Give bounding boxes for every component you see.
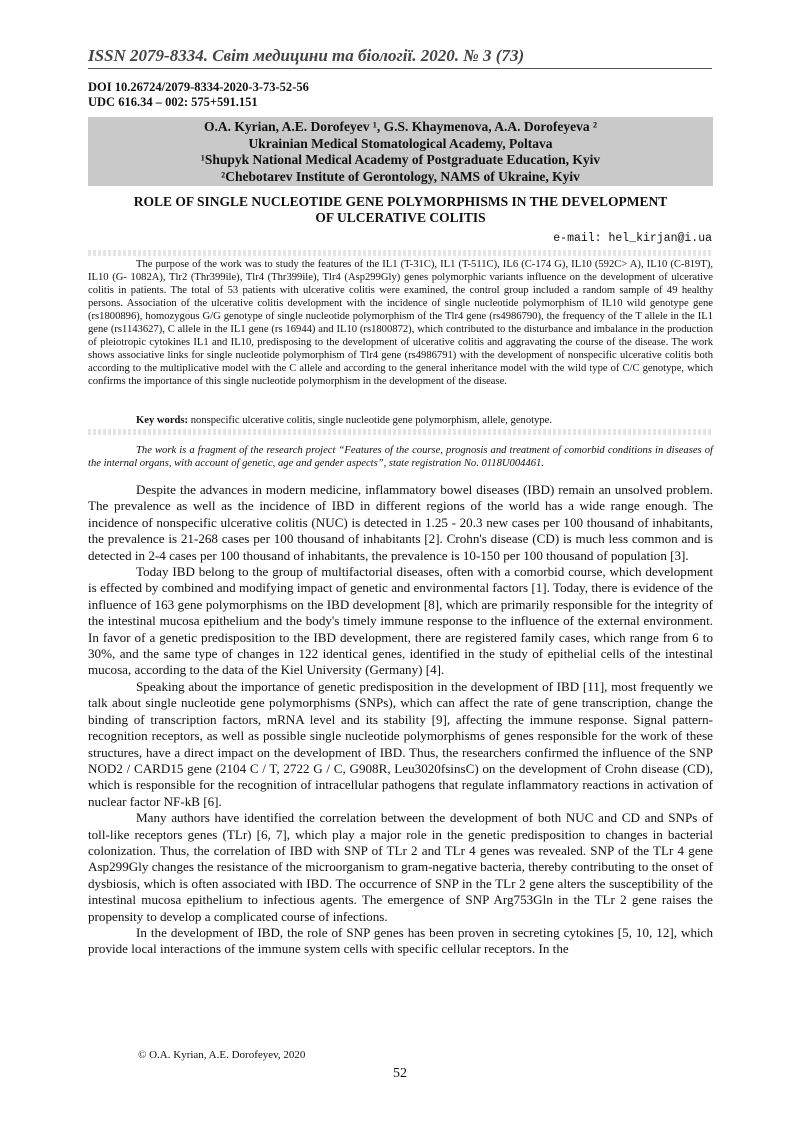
title-line: ROLE OF SINGLE NUCLEOTIDE GENE POLYMORPHISMS IN THE DEVELOPMENT [133, 194, 668, 209]
article-identifiers [88, 80, 309, 110]
body-paragraph: In the development of IBD, the role of SNP genes has been proven in secreting cytokines [5, 10, 12], which provide local interactions of the immune system cells with specific cellular receptors. In the [88, 924, 713, 957]
abstract-top-border [88, 250, 713, 256]
page-number: 52 [393, 1066, 407, 1081]
doi: DOI 10.26724/2079-8334-2020-3-73-52-56 [88, 80, 309, 94]
abstract-bottom-border [88, 429, 713, 435]
copyright: © O.A. Kyrian, A.E. Dorofeyev, 2020 [138, 1049, 306, 1061]
journal-header: ISSN 2079-8334. Світ медицини та біології. 2020. № 3 (73) [88, 46, 525, 65]
contact-email[interactable]: e-mail: hel_kirjan@i.ua [553, 232, 712, 245]
abstract [88, 258, 713, 388]
title-line: OF ULCERATIVE COLITIS [315, 210, 486, 225]
affiliation: ¹Shupyk National Medical Academy of Postgraduate Education, Kyiv [200, 152, 601, 167]
body-paragraph: Despite the advances in modern medicine, inflammatory bowel diseases (IBD) remain an unsolved problem. The prevalence as well as the incidence of IBD in different regions of the world has a wide range enough. The incidence of nonspecific ulcerative colitis (NUC) is detected in 1.25 - 20.3 new cases per 100 thousand of inhabitants, the prevalence is 21-268 cases per 100 thousand of inhabitants [2]. Crohn's disease (CD) is much less common and is detected in 2-4 cases per 100 thousand of inhabitants, the prevalence is 10-150 per 100 thousand of population [3]. [88, 482, 713, 563]
body-paragraph: Speaking about the importance of genetic predisposition in the development of IBD [11], most frequently we talk about single nucleotide gene polymorphisms (SNPs), which can affect the rate of gene transcription, change the binding of transcription factors, mRNA level and its stability [9], affecting the immune response. Signal pattern-recognition receptors, as well as possible single nucleotide polymorphisms of genes responsible for the work of these structures, have a direct impact on the development of IBD. Thus, the researchers confirmed the influence of the SNP NOD2 / CARD15 gene (2104 C / T, 2722 G / C, G908R, Leu3020fsinsC) on the development of Crohn disease (CD), which is responsible for the recognition of intracellular pathogens that regulate inflammatory reactions in activation of nuclear factor NF-kB [6]. [88, 678, 713, 809]
affiliation: ²Chebotarev Institute of Gerontology, NAMS of Ukraine, Kyiv [221, 168, 580, 184]
research-note-text: The work is a fragment of the research project “Features of the course, prognosis and treatment of comorbid conditions in diseases of the internal organs, with account of genetic, age and gender aspects”, state registration No. 0118U004461. [88, 445, 713, 469]
header-divider [88, 68, 712, 69]
body-paragraph: Today IBD belong to the group of multifactorial diseases, often with a comorbid course, which development is effected by combined and modifying impact of genetic and environmental factors [1]. Today, there is evidence of the influence of 163 gene polymorphisms on the IBD development [8], which are primarily responsible for the integrity of the intestinal mucosa epithelium and the body's timely immune response to the influence of the external environment. In favor of a genetic predisposition to the IBD development, there are registered family cases, which range from 6 to 30%, and the same type of changes in 122 identical genes, identified in the study of epithelial cells of the intestinal mucosa, according to the data of the Kiel University (Germany) [4]. [88, 564, 713, 678]
article-body [88, 482, 713, 958]
abstract-text: The purpose of the work was to study the features of the IL1 (T-31C), IL1 (T-511C), IL6 (C-174 G), IL10 (592C> A), IL10 (C-819T), IL10 (G- 1082A), Tlr2 (Thr399ile), Tlr4 (Thr399ile), Tlr4 (Asp299Gly) genes polymorphic variants influence on the development of ulcerative colitis in patients. The total of 53 patients with ulcerative colitis were examined, the control group included a random sample of 49 healthy persons. Association of the ulcerative colitis development with the incidence of single nucleotide polymorphism of IL10 wild genotype gene (rs1800896), homozygous G/G genotype of single nucleotide polymorphism of the Tlr4 gene (rs4986790), the frequency of the T allele in the IL1 gene (rs1143627), C allele in the IL1 gene (rs 16944) and IL10 (rs1800872), which contributed to the disturbance and imbalance in the production of pleiotropic cytokines IL1 and IL10, predisposing to the development of ulcerative colitis and aggravating the course of the disease. The work shows associative links for single nucleotide polymorphism of Tlr4 gene (rs4986791) with the development of nonspecific ulcerative colitis both according to the multiplicative model with the C allele and according to the general inheritance model with the wild type of C/C genotype, which confirms the importance of this single nucleotide polymorphism in the development of the disease. [88, 259, 713, 387]
article-title [88, 194, 713, 226]
keywords [88, 414, 713, 427]
affiliation: Ukrainian Medical Stomatological Academy, Poltava [248, 135, 553, 151]
authors-block [88, 117, 713, 186]
keywords-label: Key words: [136, 415, 189, 426]
body-paragraph: Many authors have identified the correlation between the development of both NUC and CD and SNPs of toll-like receptors genes (TLr) [6, 7], which play a major role in the genetic predisposition to changes in bacterial colonization. Thus, the correlation of IBD with SNP of TLr 2 and TLr 4 genes was revealed. SNP of the TLr 4 gene Asp299Gly changes the resistance of the microorganism to gram-negative bacteria, thereby contributing to the onset of dysbiosis, which is often associated with IBD. The occurrence of SNP in the TLr 2 gene alters the susceptibility of the intestinal mucosa epithelium to infectious agents. The emergence of SNP Arg753Gln in the TLr 2 gene raises the propensity to develop a complicated course of infections. [88, 810, 713, 924]
research-note [88, 444, 713, 470]
keywords-text: nonspecific ulcerative colitis, single nucleotide gene polymorphism, allele, genotype. [188, 415, 553, 426]
udc: UDC 616.34 – 002: 575+591.151 [88, 95, 258, 109]
author-names: O.A. Kyrian, A.E. Dorofeyev ¹, G.S. Khaymenova, A.A. Dorofeyeva ² [203, 119, 598, 134]
